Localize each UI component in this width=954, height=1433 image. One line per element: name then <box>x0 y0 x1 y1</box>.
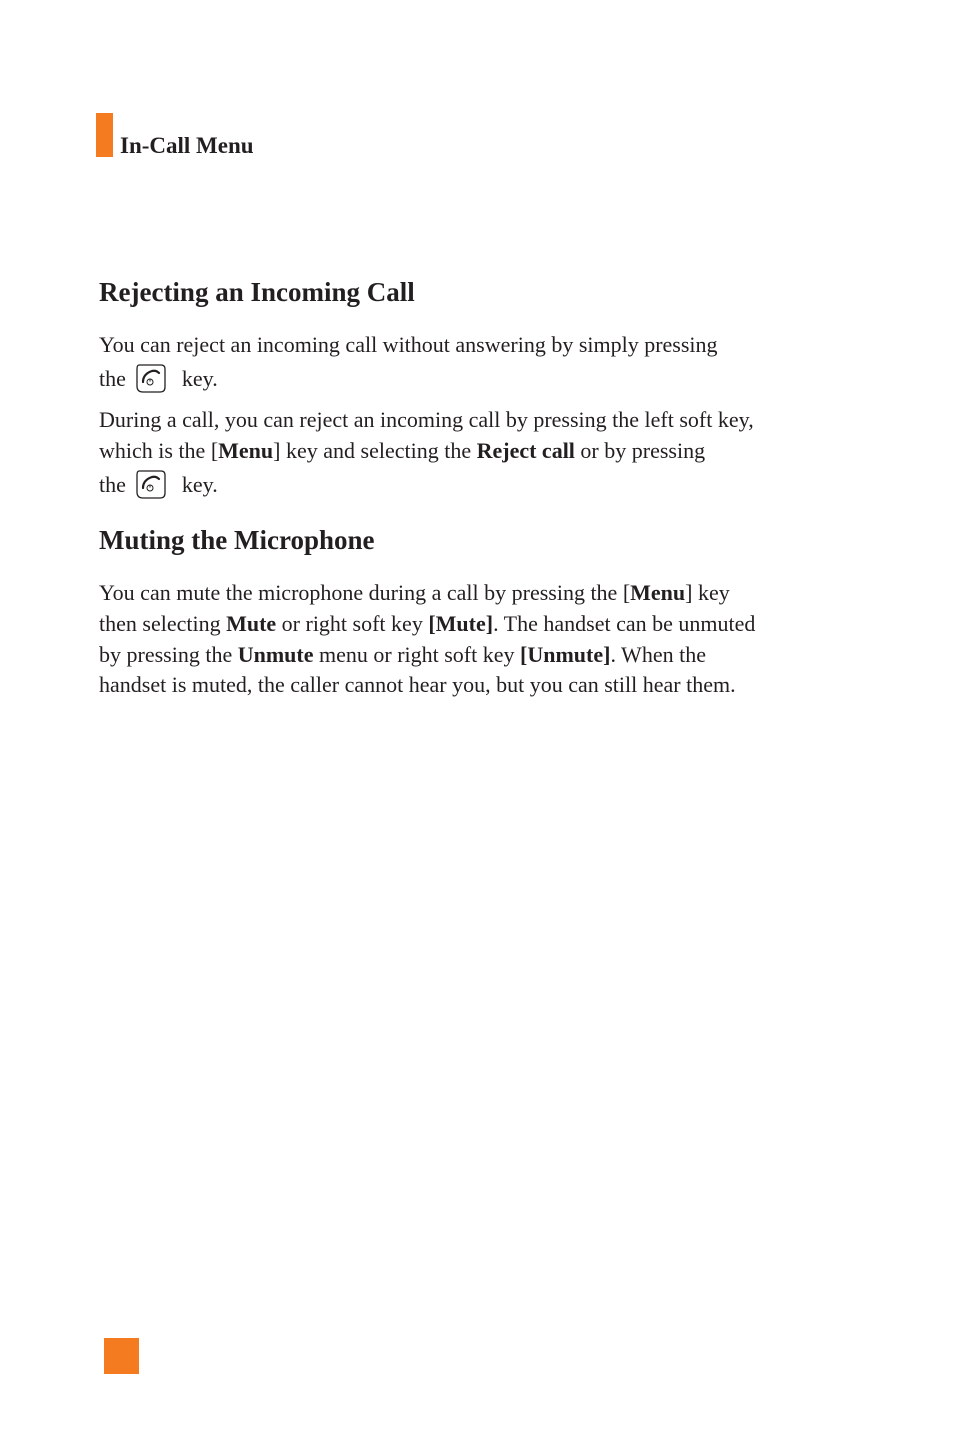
section-title-muting: Muting the Microphone <box>99 525 375 555</box>
page-corner-marker <box>104 1338 139 1374</box>
section-title-rejecting: Rejecting an Incoming Call <box>99 277 415 307</box>
end-call-key-icon <box>134 467 168 501</box>
paragraph-muting <box>99 578 844 701</box>
text-segment: menu or right soft key <box>313 641 521 667</box>
text-segment: or by pressing <box>574 437 706 463</box>
text-the: the <box>99 365 126 391</box>
paragraph-reject-during-call <box>99 405 844 501</box>
paragraph-line <box>99 436 844 467</box>
paragraph-line <box>99 361 844 395</box>
mute-soft-key-label: [Mute] <box>428 610 494 636</box>
unmute-label: Unmute <box>237 641 314 667</box>
mute-label: Mute <box>226 610 277 636</box>
paragraph-line <box>99 578 844 609</box>
reject-call-label: Reject call <box>476 437 575 463</box>
text-segment: ] key <box>685 580 730 605</box>
paragraph-line: handset is muted, the caller cannot hear you, but you can still hear them. <box>99 672 736 698</box>
unmute-soft-key-label: [Unmute] <box>520 641 611 667</box>
menu-key-label: Menu <box>630 580 686 605</box>
paragraph-line <box>99 640 844 671</box>
text-the: the <box>99 471 126 497</box>
text-segment: . The handset can be unmuted <box>493 610 756 636</box>
page-header-title: In-Call Menu <box>120 133 254 158</box>
text-key: key. <box>181 471 218 497</box>
text-segment: . When the <box>610 641 706 667</box>
text-key: key. <box>181 365 218 391</box>
header-accent-bar <box>96 113 113 157</box>
text-segment: which is the [ <box>99 437 219 463</box>
paragraph-line <box>99 609 844 640</box>
paragraph-line: During a call, you can reject an incoming call by pressing the left soft key, <box>99 407 754 432</box>
end-call-key-icon <box>134 361 168 395</box>
text-segment: or right soft key <box>276 610 429 636</box>
paragraph-reject-intro <box>99 330 844 395</box>
text-segment: ] key and selecting the <box>273 437 477 463</box>
text-segment: then selecting <box>99 610 227 636</box>
paragraph-line <box>99 467 844 501</box>
text-segment: by pressing the <box>99 641 238 667</box>
menu-key-label: Menu <box>218 437 274 463</box>
text-segment: You can mute the microphone during a call by pressing the [ <box>99 580 631 605</box>
paragraph-line: You can reject an incoming call without answering by simply pressing <box>99 332 718 357</box>
